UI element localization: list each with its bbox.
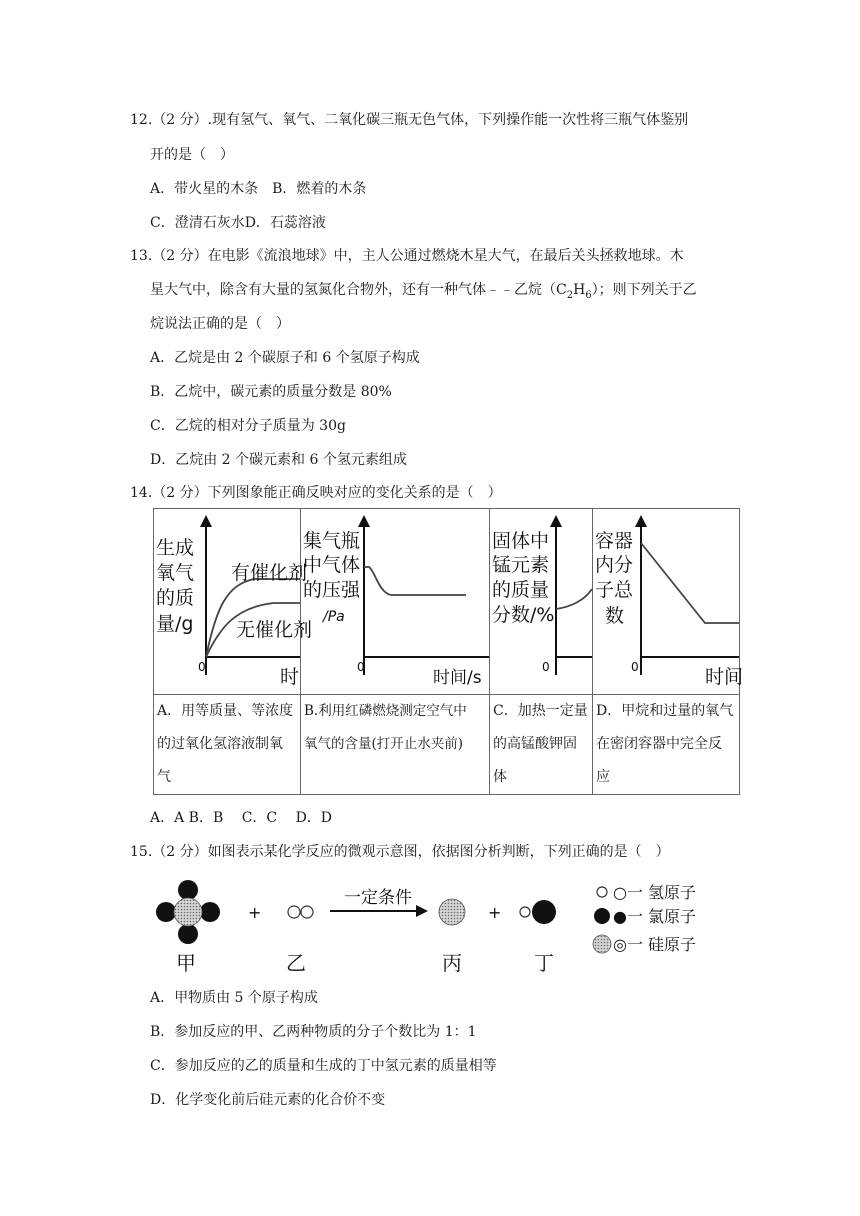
graph-d-line (641, 543, 739, 623)
q12-stem-line1: 12.（2 分）.现有氢气、氧气、二氧化碳三瓶无色气体，下列操作能一次性将三瓶气体鉴别 (130, 112, 689, 128)
graph-a-cell (154, 509, 313, 695)
graph-c-cell (490, 509, 593, 695)
q12-stem-line2: 开的是（ ） (150, 147, 234, 163)
label-jia: 甲 (176, 951, 196, 975)
graph-d-ylabel-4: 数 (605, 605, 625, 627)
plus-1: + (248, 903, 262, 922)
graph-a-ylabel-3: 的质 (156, 587, 195, 609)
caption-b-line1: B.利用红磷燃烧测定空气中 (304, 703, 467, 719)
caption-c-line2: 的高锰酸钾固 (493, 736, 577, 752)
q13-stem-line3: 烷说法正确的是（ ） (150, 316, 290, 332)
label-bing: 丙 (442, 951, 462, 975)
graph-a-label-catalyst: 有催化剂 (231, 562, 308, 584)
graph-a (154, 509, 313, 694)
graph-a-label-no-catalyst: 无催化剂 (236, 619, 313, 641)
legend-hydrogen: ○一 氢原子 (613, 883, 697, 902)
molecule-yi (288, 906, 313, 918)
molecule-bing (439, 899, 465, 925)
graph-c-curve (556, 589, 592, 609)
graph-a-origin: 0 (198, 660, 206, 674)
caption-b (301, 695, 490, 795)
graph-a-curve-catalyst (206, 579, 300, 657)
caption-d-line3: 应 (596, 769, 610, 785)
legend (593, 883, 696, 954)
graph-d-origin: 0 (631, 660, 639, 674)
caption-d (593, 695, 740, 795)
caption-b-line2: 氧气的含量(打开止水夹前) (304, 736, 464, 752)
caption-c-line3: 体 (493, 769, 507, 785)
graph-b-unit: /Pa (323, 609, 345, 625)
q14-options: A．A B．B C．C D．D (150, 810, 333, 826)
caption-d-line1: D．甲烷和过量的氧气 (596, 703, 734, 719)
q14-graph-table (153, 508, 744, 795)
graph-a-y-arrow (200, 515, 212, 527)
legend-chlorine-icon (594, 908, 610, 924)
molecule-ding (520, 900, 556, 924)
graph-c (490, 509, 592, 694)
q15-option-b: B．参加反应的甲、乙两种物质的分子个数比为 1：1 (150, 1024, 477, 1040)
graph-d (593, 509, 744, 694)
q13-stem-line2-pre: 星大气中，除含有大量的氢氮化合物外，还有一种气体﹣﹣乙烷（C (150, 282, 567, 298)
formula-sub-2: 2 (566, 289, 574, 301)
plus-2: + (488, 903, 502, 922)
graph-b-origin: 0 (357, 660, 365, 674)
legend-chlorine: ●一 氯原子 (613, 907, 697, 926)
q13-stem-line2 (150, 280, 697, 306)
graph-d-ylabel-1: 容器 (595, 530, 634, 552)
graph-d-ylabel-3: 子总 (595, 579, 634, 601)
graph-d-cell (593, 509, 744, 695)
graph-c-ylabel-4: 分数/% (492, 604, 555, 626)
graph-b (301, 509, 489, 694)
caption-c (490, 695, 593, 795)
graph-c-origin: 0 (542, 660, 550, 674)
q12-options-ab: A．带火星的木条 B．燃着的木条 (150, 181, 367, 197)
q15-option-c: C．参加反应的乙的质量和生成的丁中氢元素的质量相等 (150, 1058, 497, 1074)
graph-c-y-arrow (550, 515, 562, 527)
q15-reaction-diagram (150, 878, 710, 978)
molecule-jia (156, 880, 220, 944)
label-ding: 丁 (534, 951, 554, 975)
caption-d-line2: 在密闭容器中完全反 (596, 736, 722, 752)
q13-option-d: D．乙烷由 2 个碳元素和 6 个氢元素组成 (150, 452, 407, 468)
q15-stem: 15.（2 分）如图表示某化学反应的微观示意图，依据图分析判断，下列正确的是（ ） (130, 844, 670, 860)
q15-option-d: D．化学变化前后硅元素的化合价不变 (150, 1092, 386, 1108)
q15-option-a: A．甲物质由 5 个原子构成 (150, 990, 318, 1006)
graph-c-ylabel-2: 锰元素 (492, 554, 550, 576)
legend-hydrogen-icon (597, 887, 607, 897)
q14-stem: 14.（2 分）下列图象能正确反映对应的变化关系的是（ ） (130, 485, 502, 501)
arrow-label: 一定条件 (344, 888, 412, 908)
formula-sub-6: 6 (585, 289, 592, 301)
caption-c-line1: C．加热一定量 (493, 703, 588, 719)
graph-a-ylabel-1: 生成 (156, 537, 195, 559)
graph-a-xlabel: 时 (280, 666, 300, 688)
q12-options-cd: C．澄清石灰水D．石蕊溶液 (150, 215, 326, 231)
graph-c-ylabel-3: 的质量 (492, 579, 550, 601)
graph-b-curve (364, 567, 466, 595)
graph-b-ylabel-3: 的压强 (303, 579, 361, 601)
label-yi: 乙 (286, 951, 306, 975)
q13-stem-line1: 13.（2 分）在电影《流浪地球》中，主人公通过燃烧木星大气，在最后关头拯救地球。木 (130, 248, 684, 264)
q13-stem-line2-post: ）；则下列关于乙 (591, 282, 697, 298)
graph-d-xlabel: 时间 (705, 666, 744, 688)
q13-option-b: B．乙烷中，碳元素的质量分数是 80% (150, 384, 392, 400)
graph-c-ylabel-1: 固体中 (492, 530, 550, 552)
q13-option-c: C．乙烷的相对分子质量为 30g (150, 418, 346, 434)
graph-b-y-arrow (358, 515, 370, 527)
graph-d-y-arrow (635, 515, 647, 527)
legend-silicon-icon (593, 935, 611, 953)
legend-silicon: ◎一 硅原子 (613, 935, 697, 954)
reaction-arrowhead (416, 905, 428, 917)
graph-a-ylabel-2: 氧气 (156, 562, 195, 584)
graph-d-ylabel-2: 内分 (595, 554, 634, 576)
q13-option-a: A．乙烷是由 2 个碳原子和 6 个氢原子构成 (150, 350, 420, 366)
caption-a-line2: 的过氧化氢溶液制氧 (157, 736, 283, 752)
graph-b-ylabel-1: 集气瓶 (303, 530, 361, 552)
graph-a-ylabel-4: 量/g (156, 613, 194, 635)
formula-h: H (573, 282, 586, 298)
graph-b-cell (301, 509, 490, 695)
caption-a (154, 695, 301, 795)
caption-a-line1: A．用等质量、等浓度 (157, 703, 294, 719)
caption-a-line3: 气 (157, 769, 171, 785)
graph-b-ylabel-2: 中气体 (303, 554, 361, 576)
graph-b-xlabel: 时间/s (433, 668, 482, 688)
